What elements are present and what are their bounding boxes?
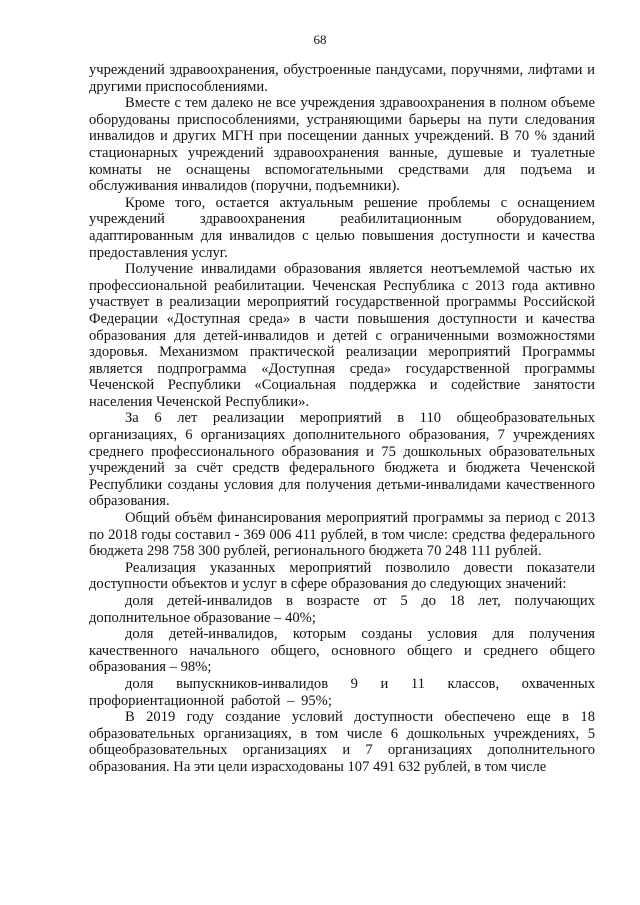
paragraph-3: Кроме того, остается актуальным решение проблемы с оснащением учреждений здравоохранения реабилитационным оборудованием, адаптированным для инвалидов с целью повышения доступности и качества предоставления услуг.: [89, 194, 595, 261]
paragraph-1: учреждений здравоохранения, обустроенные пандусами, поручнями, лифтами и другими приспособлениями.: [89, 62, 595, 95]
paragraph-10: доля выпускников-инвалидов 9 и 11 классов, охваченных профориентационной работой – 95%;: [89, 675, 595, 709]
paragraph-2: Вместе с тем далеко не все учреждения здравоохранения в полном объеме оборудованы приспособлениями, устраняющими барьеры на пути следования инвалидов и других МГН при посещении данных учреждений. В 70 % зданий стационарных учреждений здравоохранения ванные, душевые и туалетные комнаты не оснащены вспомогательными средствами для подъема и обслуживания инвалидов (поручни, подъемники).: [89, 95, 595, 195]
page-number: 68: [313, 32, 327, 47]
paragraph-5: За 6 лет реализации мероприятий в 110 общеобразовательных организациях, 6 организациях дополнительного образования, 7 учреждениях среднего профессионального образования и 75 дошкольных образовательных учреждений за счёт средств федерального бюджета и бюджета Чеченской Республики созданы условия для получения детьми-инвалидами качественного образования.: [89, 410, 595, 510]
paragraph-6: Общий объём финансирования мероприятий программы за период с 2013 по 2018 годы составил - 369 006 411 рублей, в том числе: средства федерального бюджета 298 758 300 рублей, регионального бюджета 70 248 111 рублей.: [89, 510, 595, 560]
paragraph-9: доля детей-инвалидов, которым созданы условия для получения качественного начального общего, основного общего и среднего общего образования – 98%;: [89, 626, 595, 676]
paragraph-8: доля детей-инвалидов в возрасте от 5 до 18 лет, получающих дополнительное образование – 40%;: [89, 593, 595, 626]
paragraph-4: Получение инвалидами образования является неотъемлемой частью их профессиональной реабилитации. Чеченская Республика с 2013 года активно участвует в реализации мероприятий государственной программы Российской Федерации «Доступная среда» в части повышения доступности и качества образования для детей-инвалидов и детей с ограниченными возможностями здоровья. Механизмом практической реализации мероприятий Программы является подпрограмма «Доступная среда» государственной программы Чеченской Республики «Социальная поддержка и содействие занятости населения Чеченской Республики».: [89, 261, 595, 410]
document-body: [89, 62, 595, 776]
paragraph-11: В 2019 году создание условий доступности обеспечено еще в 18 образовательных организациях, в том числе 6 дошкольных учреждениях, 5 общеобразовательных организациях и 7 организациях дополнительного образования. На эти цели израсходованы 107 491 632 рублей, в том числе: [89, 709, 595, 775]
paragraph-7: Реализация указанных мероприятий позволило довести показатели доступности объектов и услуг в сфере образования до следующих значений:: [89, 559, 595, 593]
